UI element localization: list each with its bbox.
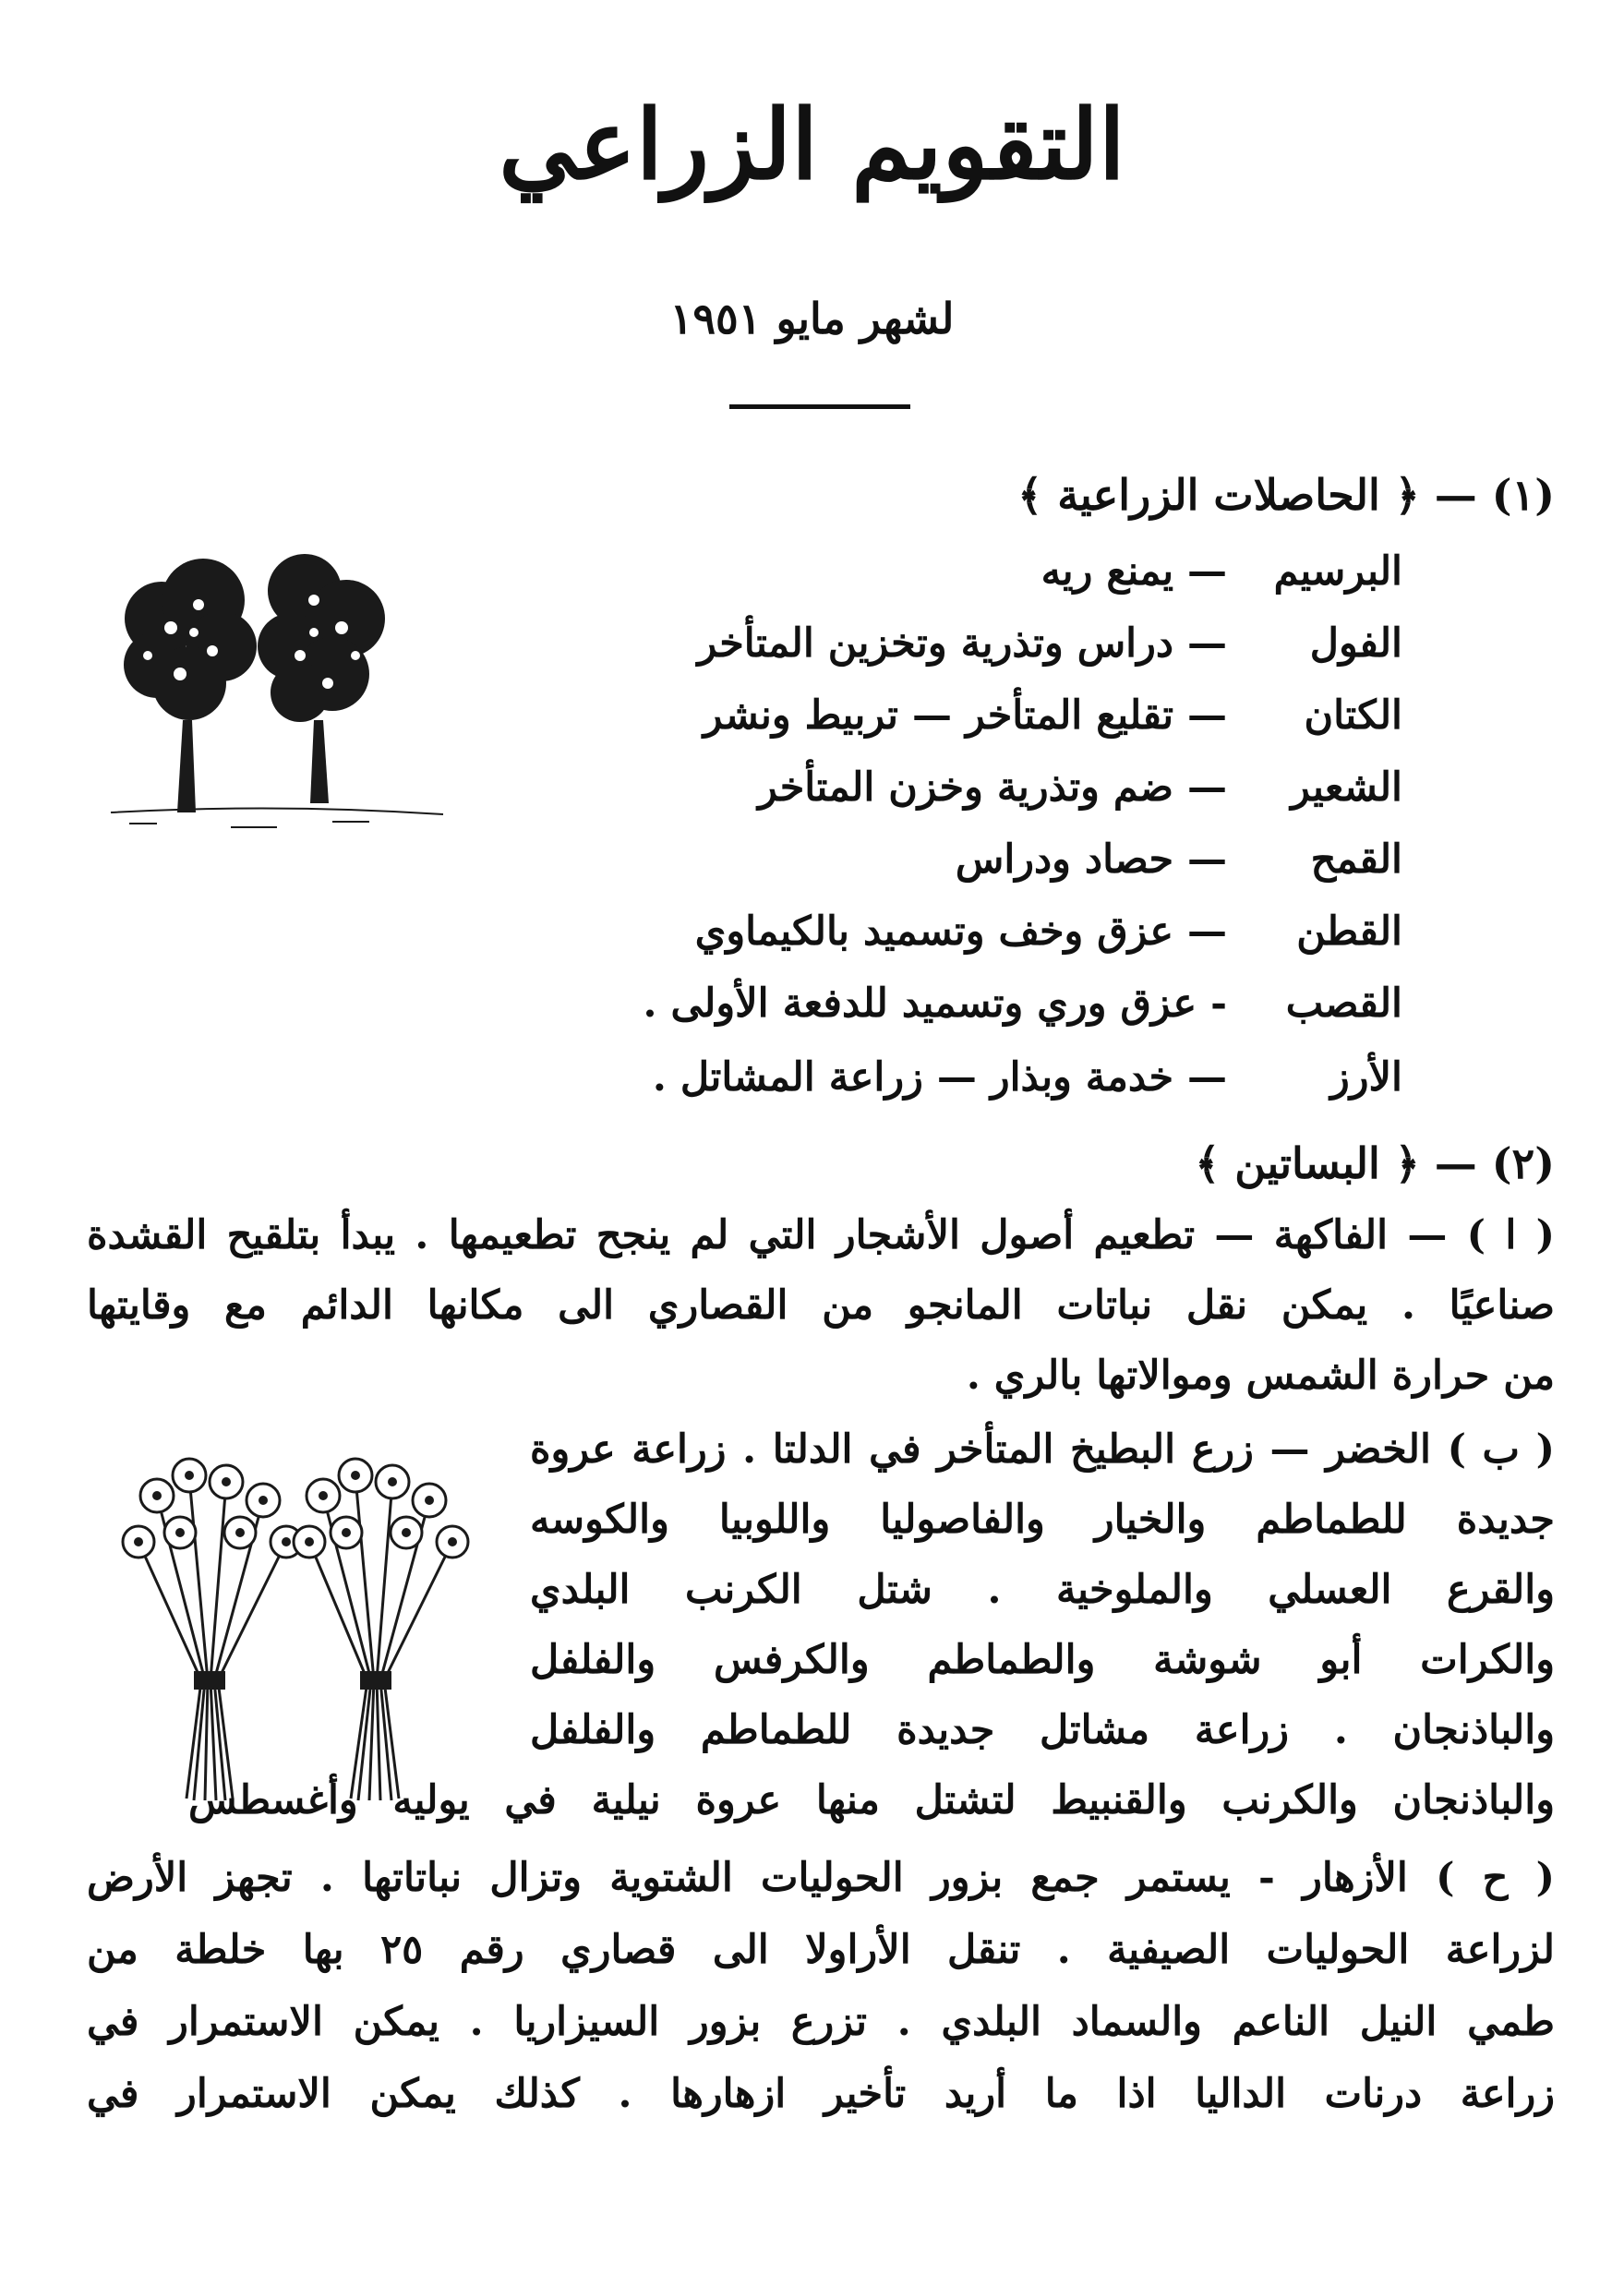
flowers-line-1: ( ح ) الأزهار - يستمر جمع بزور الحوليات الشتوية وتزال نباتاتها . تجهز الأرض bbox=[87, 1855, 1555, 1901]
vegetables-line-5: والباذنجان . زراعة مشاتل جديدة للطماطم والفلفل bbox=[530, 1707, 1555, 1753]
crop-task: — حصاد ودراس bbox=[955, 836, 1228, 883]
vegetables-line-3: والقرع العسلي والملوخية . شتل الكرنب البلدي bbox=[530, 1567, 1555, 1613]
crop-name: القطن bbox=[1296, 908, 1402, 955]
page-subtitle: لشهر مايو ١٩٥١ bbox=[669, 294, 955, 343]
vegetables-line-6: والباذنجان والكرنب والقنبيط لتشتل منها عروة نيلية في يوليه وأغسطس bbox=[188, 1777, 1555, 1823]
crop-task: — ضم وتذرية وخزن المتأخر bbox=[757, 764, 1228, 811]
crop-line-sugarcane bbox=[643, 981, 1403, 1027]
trees-illustration bbox=[92, 535, 462, 859]
crop-name: الفول bbox=[1309, 620, 1402, 667]
crop-task: — دراس وتذرية وتخزين المتأخر bbox=[697, 620, 1228, 667]
crop-name: الشعير bbox=[1291, 764, 1402, 811]
crop-line-beans bbox=[697, 620, 1402, 667]
fruit-line-2: صناعيًا . يمكن نقل نباتات المانجو من القصاري الى مكانها الدائم مع وقايتها bbox=[87, 1282, 1555, 1329]
crop-task: — عزق وخف وتسميد بالكيماوي bbox=[694, 908, 1228, 955]
crops-heading: (١) — ﴿ الحاصلات الزراعية ﴾ bbox=[1017, 470, 1555, 520]
title-divider bbox=[729, 404, 910, 409]
crop-name: البرسيم bbox=[1273, 548, 1402, 595]
vegetables-line-4: والكرات أبو شوشة والطماطم والكرفس والفلفل bbox=[530, 1637, 1555, 1683]
fruit-line-3: من حرارة الشمس وموالاتها بالري . bbox=[966, 1353, 1555, 1399]
orchards-heading: (٢) — ﴿ البساتين ﴾ bbox=[1195, 1138, 1555, 1188]
crop-line-wheat bbox=[955, 836, 1402, 883]
crop-task: — تقليع المتأخر — تربيط ونشر bbox=[703, 692, 1228, 739]
crop-line-barley bbox=[757, 764, 1402, 811]
crop-name: الأرز bbox=[1329, 1054, 1402, 1101]
fruit-line-1: ( ا ) — الفاكهة — تطعيم أصول الأشجار التي لم ينجح تطعيمها . يبدأ بتلقيح القشدة bbox=[87, 1212, 1555, 1258]
flowers-line-4: زراعة درنات الداليا اذا ما أريد تأخير ازهارها . كذلك يمكن الاستمرار في bbox=[87, 2071, 1555, 2117]
vegetables-line-2: جديدة للطماطم والخيار والفاصوليا واللوبيا والكوسه bbox=[530, 1497, 1555, 1543]
crop-name: الكتان bbox=[1304, 692, 1402, 739]
vegetables-line-1: ( ب ) الخضر — زرع البطيخ المتأخر في الدلتا . زراعة عروة bbox=[530, 1426, 1555, 1473]
crop-line-clover bbox=[1041, 548, 1402, 595]
crop-line-cotton bbox=[694, 908, 1402, 955]
crop-task: — يمنع ريه bbox=[1041, 548, 1228, 595]
crop-task: — خدمة وبذار — زراعة المشاتل . bbox=[652, 1054, 1228, 1101]
flowers-line-3: طمي النيل الناعم والسماد البلدي . تزرع بزور السيزاريا . يمكن الاستمرار في bbox=[87, 1999, 1555, 2045]
page-title: التقويم الزراعي bbox=[499, 88, 1125, 201]
crop-name: القصب bbox=[1285, 981, 1402, 1027]
bouquet-illustration bbox=[102, 1440, 489, 1810]
crop-name: القمح bbox=[1310, 836, 1402, 883]
flowers-line-2: لزراعة الحوليات الصيفية . تنقل الأراولا الى قصاري رقم ٢٥ بها خلطة من bbox=[87, 1927, 1555, 1973]
crop-task: - عزق وري وتسميد للدفعة الأولى . bbox=[643, 981, 1228, 1027]
crop-line-flax bbox=[703, 692, 1402, 739]
crop-line-rice bbox=[652, 1054, 1402, 1101]
